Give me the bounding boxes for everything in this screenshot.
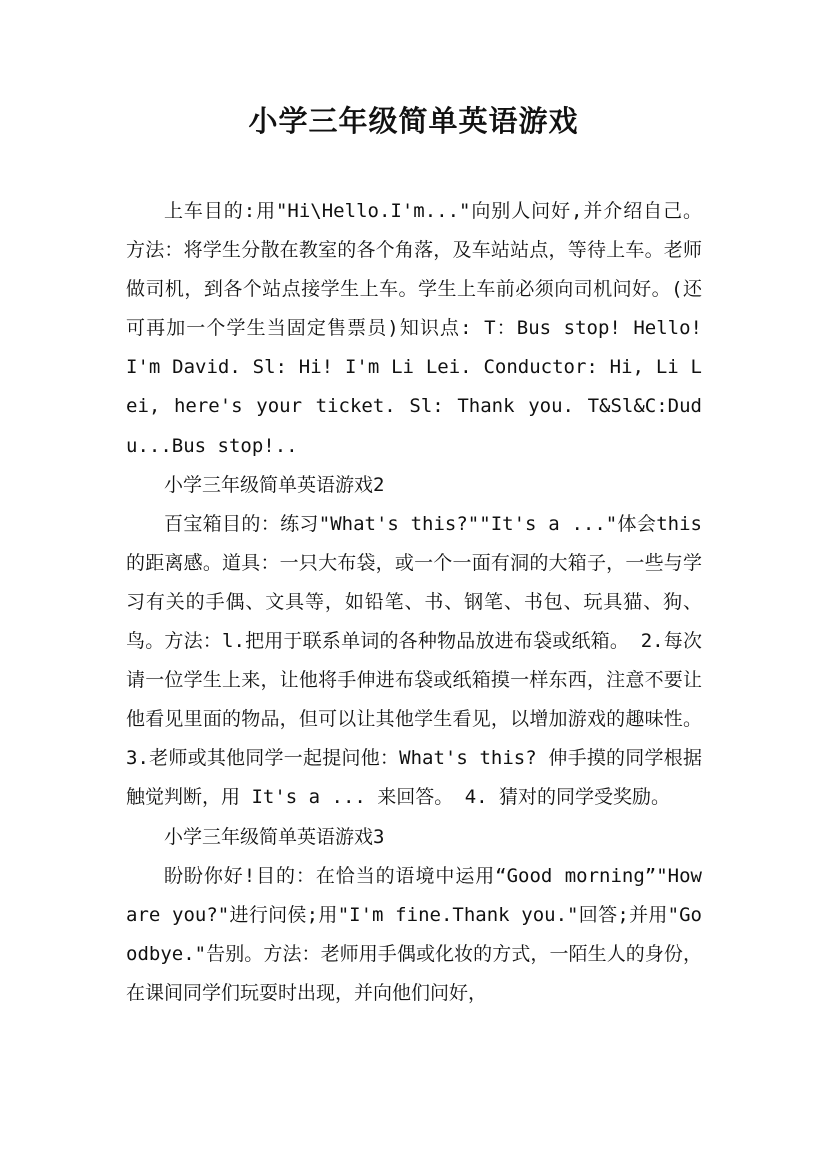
section-heading-3: 小学三年级简单英语游戏3 (164, 825, 385, 848)
section-heading-2: 小学三年级简单英语游戏2 (164, 473, 385, 496)
document-body (126, 192, 702, 1013)
paragraph-panpan-game: 盼盼你好!目的：在恰当的语境中运用“Good morning”"How are you?"进行问侯;用"I'm fine.Thank you."回答;并用"Goodbye."告别。方法：老师用手偶或化妆的方式，一陌生人的身份，在课间同学们玩耍时出现，并向他们问好， (126, 864, 702, 1004)
document-title: 小学三年级简单英语游戏 (248, 104, 579, 138)
paragraph-bus-game: 上车目的:用"Hi\Hello.I'm..."向别人问好,并介绍自己。方法：将学生分散在教室的各个角落，及车站站点，等待上车。老师做司机，到各个站点接学生上车。学生上车前必须向司机问好。(还可再加一个学生当固定售票员)知识点: T：Bus stop! Hello! I'm David. Sl: Hi! I'm Li Lei. Conductor: Hi, Li Lei, here's your ticket. Sl: Thank you. T&Sl&C:Dudu...Bus stop!.. (126, 200, 702, 457)
paragraph-treasure-box-game: 百宝箱目的：练习"What's this?""It's a ..."体会this的距离感。道具：一只大布袋，或一个一面有洞的大箱子，一些与学习有关的手偶、文具等，如铅笔、书、钢笔、书包、玩具猫、狗、鸟。方法：l.把用于联系单词的各种物品放进布袋或纸箱。 2.每次请一位学生上来，让他将手伸进布袋或纸箱摸一样东西，注意不要让他看见里面的物品，但可以让其他学生看见，以增加游戏的趣味性。 3.老师或其他同学一起提问他：What's this? 伸手摸的同学根据触觉判断，用 It's a ... 来回答。 4. 猜对的同学受奖励。 (126, 512, 702, 809)
